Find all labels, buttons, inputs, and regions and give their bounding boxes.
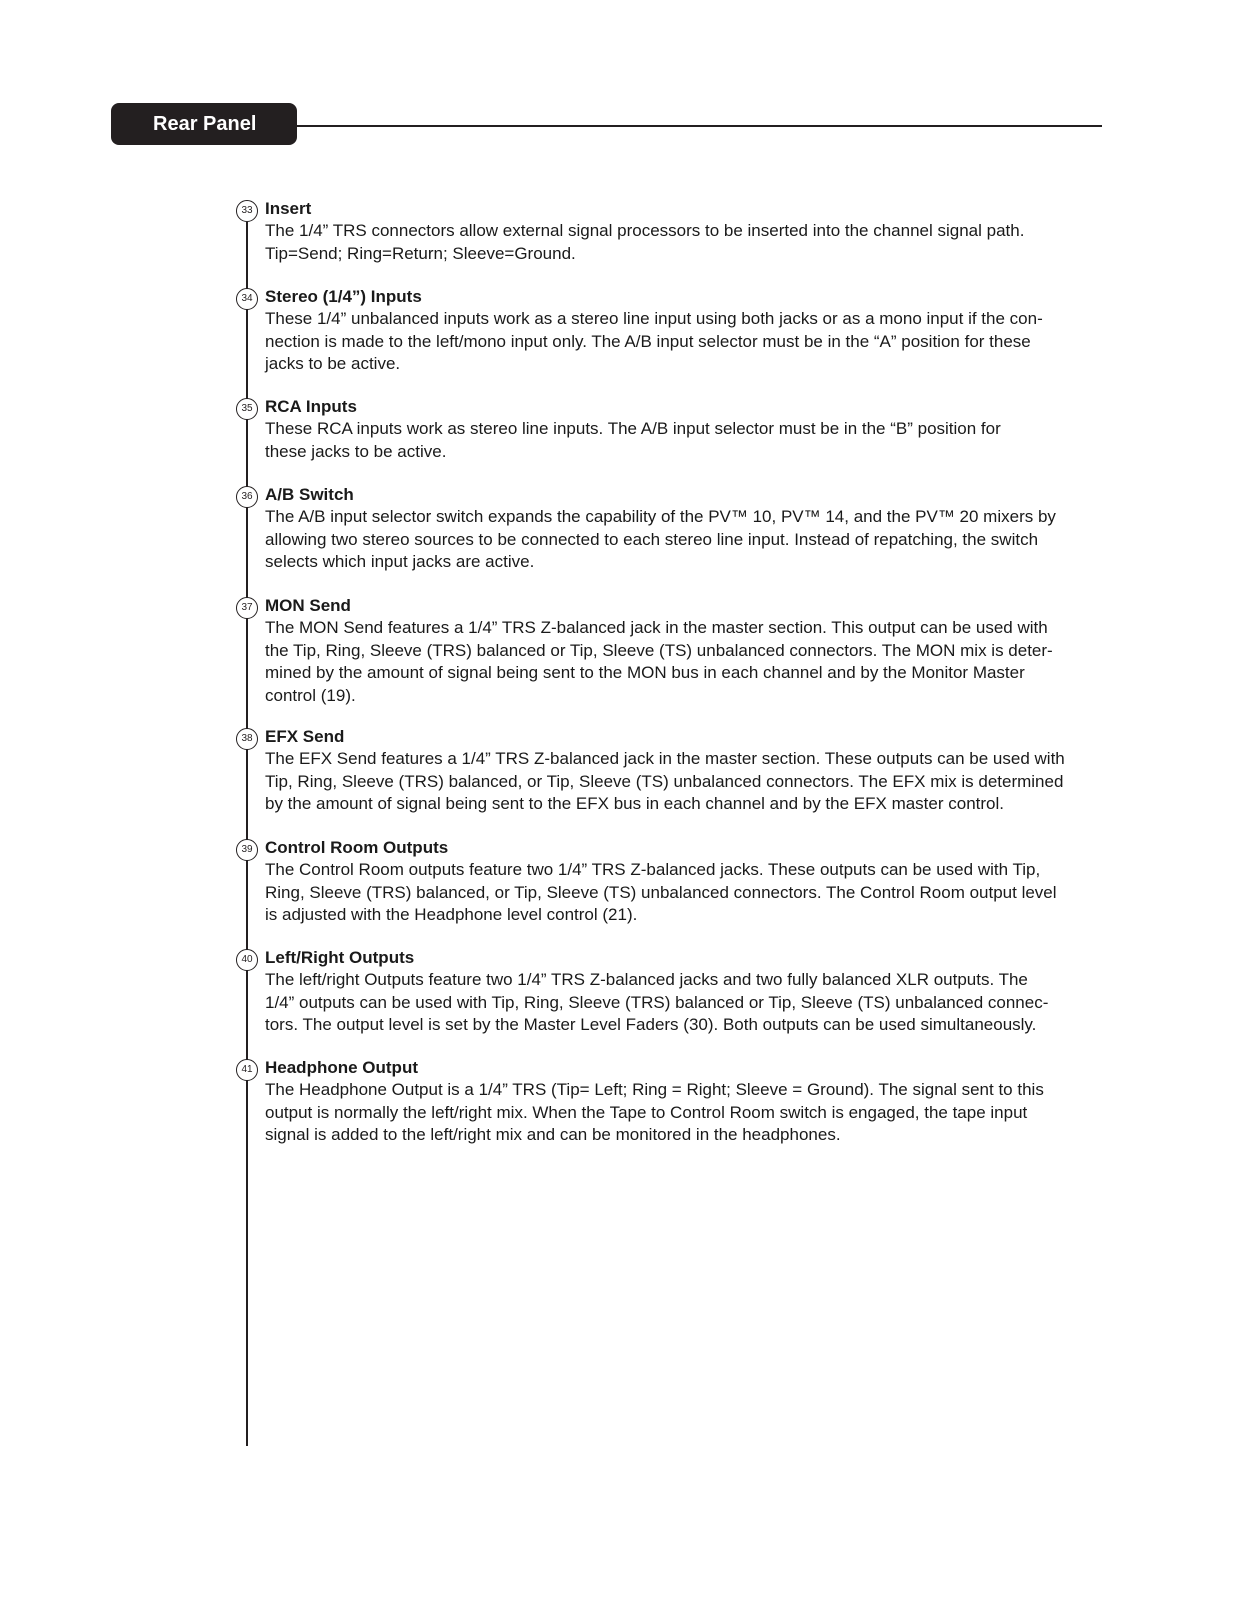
description-line: Ring, Sleeve (TRS) balanced, or Tip, Sleeve (TS) unbalanced connectors. The Control Room output level — [265, 882, 1057, 902]
item-title: MON Send — [265, 596, 351, 615]
item-title: A/B Switch — [265, 485, 354, 504]
description-line: The Control Room outputs feature two 1/4” TRS Z-balanced jacks. These outputs can be used with Tip, — [265, 860, 1041, 879]
item-number-badge: 38 — [236, 728, 258, 750]
description-line: mined by the amount of signal being sent to the MON bus in each channel and by the Monitor Master — [265, 663, 1025, 682]
description-line: These 1/4” unbalanced inputs work as a stereo line input using both jacks or as a mono input if the con- — [265, 309, 1043, 328]
description-line: is adjusted with the Headphone level control (21). — [265, 905, 638, 924]
description-line: The Headphone Output is a 1/4” TRS (Tip= Left; Ring = Right; Sleeve = Ground). The signal sent to this — [265, 1080, 1044, 1099]
item-number-badge: 39 — [236, 839, 258, 861]
description-line: tors. The output level is set by the Master Level Faders (30). Both outputs can be used simultaneously. — [265, 1015, 1037, 1034]
description-line: Tip, Ring, Sleeve (TRS) balanced, or Tip, Sleeve (TS) unbalanced connectors. The EFX mix is determined — [265, 771, 1064, 791]
item-description — [265, 859, 1085, 927]
description-line: The 1/4” TRS connectors allow external signal processors to be inserted into the channel signal path. — [265, 221, 1025, 240]
item-title: EFX Send — [265, 727, 345, 746]
item-title: Left/Right Outputs — [265, 948, 415, 967]
item-description — [265, 617, 1085, 707]
item-title: Stereo (1/4”) Inputs — [265, 287, 422, 306]
description-line: control (19). — [265, 685, 356, 705]
item-title: Headphone Output — [265, 1058, 418, 1077]
description-line: by the amount of signal being sent to the EFX bus in each channel and by the EFX master control. — [265, 794, 1004, 813]
item-number-badge: 34 — [236, 288, 258, 310]
item-description — [265, 220, 1085, 265]
item-description — [265, 506, 1085, 574]
description-line: These RCA inputs work as stereo line inputs. The A/B input selector must be in the “B” position for — [265, 419, 1001, 438]
description-line: selects which input jacks are active. — [265, 552, 535, 571]
item-title: RCA Inputs — [265, 397, 357, 416]
description-line: these jacks to be active. — [265, 441, 447, 461]
header-rule — [297, 125, 1102, 127]
description-line: the Tip, Ring, Sleeve (TRS) balanced or Tip, Sleeve (TS) unbalanced connectors. The MON mix is deter- — [265, 640, 1053, 660]
description-line: jacks to be active. — [265, 354, 401, 373]
description-line: 1/4” outputs can be used with Tip, Ring, Sleeve (TRS) balanced or Tip, Sleeve (TS) unbalanced connec- — [265, 992, 1049, 1012]
item-number-badge: 37 — [236, 597, 258, 619]
description-line: signal is added to the left/right mix and can be monitored in the headphones. — [265, 1125, 841, 1144]
description-line: The EFX Send features a 1/4” TRS Z-balanced jack in the master section. These outputs can be used with — [265, 749, 1065, 768]
item-description — [265, 418, 1085, 463]
item-title: Insert — [265, 199, 312, 218]
description-line: The left/right Outputs feature two 1/4” TRS Z-balanced jacks and two fully balanced XLR outputs. The — [265, 970, 1028, 989]
item-description — [265, 969, 1085, 1037]
description-line: allowing two stereo sources to be connected to each stereo line input. Instead of repatching, the switch — [265, 529, 1039, 549]
item-description — [265, 1079, 1085, 1147]
description-line: Tip=Send; Ring=Return; Sleeve=Ground. — [265, 243, 576, 263]
description-line: The A/B input selector switch expands the capability of the PV™ 10, PV™ 14, and the PV™ 20 mixers by — [265, 507, 1056, 526]
item-number-badge: 41 — [236, 1059, 258, 1081]
item-number-badge: 33 — [236, 200, 258, 222]
section-tab-rear-panel — [111, 103, 297, 145]
item-number-badge: 40 — [236, 949, 258, 971]
description-line: The MON Send features a 1/4” TRS Z-balanced jack in the master section. This output can be used with — [265, 618, 1048, 637]
item-description — [265, 748, 1085, 816]
description-line: output is normally the left/right mix. When the Tape to Control Room switch is engaged, the tape input — [265, 1102, 1028, 1122]
item-title: Control Room Outputs — [265, 838, 449, 857]
item-number-badge: 35 — [236, 398, 258, 420]
item-description — [265, 308, 1085, 376]
description-line: nection is made to the left/mono input only. The A/B input selector must be in the “A” position for these — [265, 331, 1031, 351]
section-title: Rear Panel — [153, 113, 257, 135]
item-number-badge: 36 — [236, 486, 258, 508]
